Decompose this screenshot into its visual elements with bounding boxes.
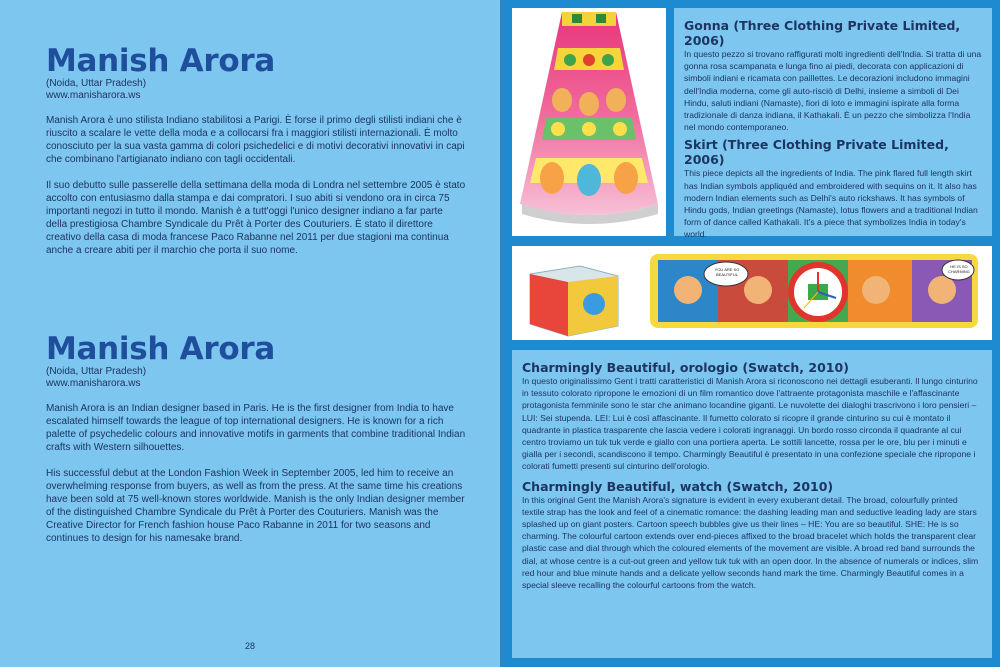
artist-website: www.manisharora.ws: [46, 90, 141, 101]
watch-photo: [512, 246, 992, 340]
skirt-description-panel: [674, 8, 992, 240]
page-number: 28: [244, 641, 255, 651]
skirt-illustration: [512, 8, 666, 236]
skirt-photo: [512, 8, 666, 236]
speech-bubble-text: HE IS SO CHARMING: [948, 264, 970, 274]
skirt-title-english: Skirt (Three Clothing Private Limited, 2006): [684, 137, 949, 168]
bio-text: [46, 114, 466, 257]
artist-bio-italian: [46, 44, 466, 270]
artist-bio-english: [46, 332, 466, 558]
bio-paragraph: Manish Arora is an Indian designer based in Paris. He is the first designer from India to have escalated himself towards the league of top international designers. He is known for a rich palette of psychedelic colours and innovative motifs in garments that combine traditional Indian crafts with Western silhouettes.: [46, 403, 466, 453]
right-page: [504, 0, 1000, 667]
artist-location: (Noida, Uttar Pradesh): [46, 78, 147, 89]
watch-text-italian: In questo originalissimo Gent i tratti caratteristici di Manish Arora si riconoscono nei dettagli esuberanti. Il lungo cinturino in tessuto colorato ripropone le emozioni di un film romantico dove l'attraente protagonista maschile e l'affascinante protagonista femminile sono le star che animano locandine giganti. Le nuvolette dei dialoghi trascrivono i loro pensieri – LUI: Sei stupenda. LEI: Lui è così affascinante. Il fumetto colorato si ricopre il grande cinturino su cui è montato il quadrante in plastica trasparente che lascia vedere i colorati ingranaggi. Un bordo rosso circonda il quadrante al cui centro troviamo un tuk tuk verde e giallo con una portiera aperta. Le sottili lancette, rossa per le ore, blu per i minuti e gialla per i secondi, scandiscono il tempo. Charmingly Beautiful è presentato in una confezione speciale che ripropone i colorati fumetti presenti sul cinturino dell'orologio.: [522, 376, 978, 472]
artist-website: www.manisharora.ws: [46, 378, 141, 389]
skirt-text-italian: In questo pezzo si trovano raffigurati molti ingredienti dell'India. Si tratta di una gonna rosa scampanata e lunga fino ai piedi, decorata con applicazioni di simboli indiani e ricamata con paillettes. Le decorazioni includono immagini dell'India moderna, come gli auto-risciò di Delhi, insieme a simboli di Dei Hindu, saluti indiani (Namaste), fiori di loto e immagini ispirate alla forma tradizionale di danza indiana, il Kathakali. È un pezzo che simbolizza l'India nel mondo contemporaneo.: [684, 49, 982, 133]
bio-paragraph: Il suo debutto sulle passerelle della settimana della moda di Londra nel settembre 2005 è stato accolto con entusiasmo dalla stampa e dai compratori. I suo abiti si vendono ora in circa 75 importanti negozi in tutto il mondo. Manish è a tutt'oggi l'unico designer indiano a far parte della prestigiosa Chambre Syndicale du Prêt à Porter des Couturiers. È stato il direttore creativo della casa di moda francese Paco Rabanne nel 2011 per due stagioni ma continua anche a creare abiti per il marchio che porta il suo nome.: [46, 180, 466, 256]
artist-name-heading: Manish Arora: [46, 331, 275, 367]
watch-illustration: [512, 246, 992, 340]
bio-paragraph: Manish Arora è uno stilista Indiano stabilitosi a Parigi. È forse il primo degli stilisti indiani che è riuscito a scalare le vette della moda e a collocarsi fra i maggiori stilisti internazionali. È molto conosciuto per la sua vasta gamma di colori psichedelici e di motivi decorativi innovativi in capi che combinano l'artigianato indiano con tagli occidentali.: [46, 115, 465, 165]
artist-location: (Noida, Uttar Pradesh): [46, 366, 147, 377]
watch-description-panel: [512, 350, 992, 658]
bio-paragraph: His successful debut at the London Fashion Week in September 2005, led him to receive an overwhelming response from buyers, as well as from the press. At the same time his creations have been sold at 75 well-known stores worldwide. Manish is the only Indian designer member of the distinguished Chambre Syndicale du Prêt à Porter des Couturiers. Manish was the Creative Director for French fashion house Paco Rabanne in 2011 for two seasons and continues to design for his namesake brand.: [46, 468, 465, 544]
watch-text-english: In this original Gent the Manish Arora's signature is evident in every exuberant detail. The broad, colourfully printed textile strap has the look and feel of a cinematic romance: the dashing leading man and seductive leading lady are stars splashed up on giant posters. Cartoon speech bubbles give us their lines – HE: You are so beautiful. SHE: He is so charming. The colourful cartoon extends over end-pieces affixed to the broad bracelet which holds the transparent clear plastic case and dial through which the coloured elements of the movement are visible. A broad red band surrounds the dial, at whose centre is a cut-out green and yellow tuk tuk with an open door. In the absence of numerals or indices, slim red hour and blue minute hands and a delicate yellow seconds hand mark the time. Charmingly Beautiful comes in a special sleeve recalling the colourful cartoons from the watch.: [522, 494, 979, 591]
watch-title-english: Charmingly Beautiful, watch (Swatch, 2010): [522, 478, 834, 494]
bio-text: [46, 402, 466, 545]
artist-name-heading: Manish Arora: [46, 43, 275, 79]
speech-bubble-text: YOU ARE SO BEAUTIFUL: [714, 267, 740, 277]
skirt-title-italian: Gonna (Three Clothing Private Limited, 2006): [684, 18, 961, 48]
watch-title-italian: Charmingly Beautiful, orologio (Swatch, 2010): [522, 360, 849, 375]
skirt-text-english: This piece depicts all the ingredients of India. The pink flared full length skirt has Indian symbols appliquéd and embroidered with sequins on it. It also has modern Indian elements such as Delhi's auto rickshaws. It has symbols of Hindu gods, Indian greetings (Namaste), lotus flowers and a traditional Indian form of dance called Kathakali. It's a piece that symbolizes India in today's world.: [684, 168, 978, 240]
